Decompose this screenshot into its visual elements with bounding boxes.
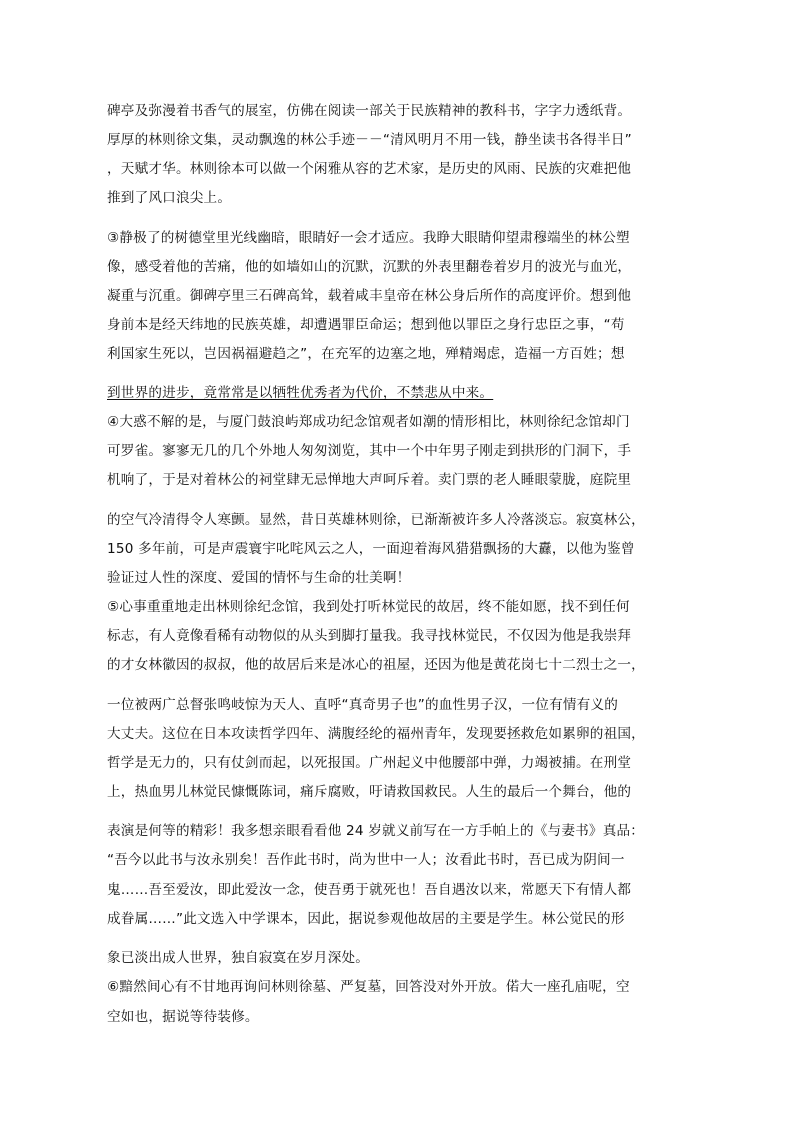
paragraph-4-line: ④大惑不解的是，与厦门鼓浪屿郑成功纪念馆观者如潮的情形相比，林则徐纪念馆却门 — [107, 414, 630, 430]
text-line: 凝重与沉重。御碑亭里三石碑高耸，载着咸丰皇帝在林公身后所作的高度评价。想到他 — [107, 288, 632, 304]
text-line: 的空气冷清得令人寒颤。显然，昔日英雄林则徐，已渐渐被许多人冷落淡忘。寂寞林公， — [107, 512, 645, 528]
quote-line: 成眷属……”此文选入中学课本，因此，据说参观他故居的主要是学生。林公觉民的形 — [107, 911, 625, 927]
text-line: 厚厚的林则徐文集，灵动飘逸的林公手迹－－“清风明月不用一钱，静坐读书各得半日” — [107, 132, 632, 148]
text-line: 可罗雀。寥寥无几的几个外地人匆匆浏览，其中一个中年男子刚走到拱形的门洞下，手 — [107, 443, 632, 459]
text-line: 像，感受着他的苦痛，他的如墙如山的沉默，沉默的外表里翻卷着岁月的波光与血光， — [107, 259, 632, 275]
text-line: 验证过人性的深度、爱国的情怀与生命的壮美啊！ — [107, 570, 411, 586]
text-line: 大丈夫。这位在日本攻读哲学四年、满腹经纶的福州青年，发现要拯救危如累卵的祖国， — [107, 726, 645, 742]
text-line: 机响了，于是对着林公的祠堂肆无忌惮地大声呵斥着。卖门票的老人睡眼蒙胧，庭院里 — [107, 472, 632, 488]
underlined-text-line: 到世界的进步，竟常常是以牺牲优秀者为代价，不禁悲从中来。 — [107, 385, 494, 401]
paragraph-5-line: ⑤心事重重地走出林则徐纪念馆，我到处打听林觉民的故居，终不能如愿，找不到任何 — [107, 599, 630, 615]
paragraph-6-line: ⑥黯然间心有不甘地再询问林则徐墓、严复墓，回答没对外开放。偌大一座孔庙呢，空 — [107, 979, 630, 995]
text-line: 哲学是无力的，只有仗剑而起，以死报国。广州起义中他腰部中弹，力竭被捕。在刑堂 — [107, 755, 632, 771]
text-line: 推到了风口浪尖上。 — [107, 190, 232, 206]
quote-line: “吾今以此书与汝永别矣！吾作此书时，尚为世中一人；汝看此书时，吾已成为阴间一 — [107, 852, 625, 868]
text-line: 表演是何等的精彩！我多想亲眼看看他 24 岁就义前写在一方手帕上的《与妻书》真品： — [107, 823, 645, 839]
quote-line: 鬼……吾至爱汝，即此爱汝一念，使吾勇于就死也！吾自遇汝以来，常愿天下有情人都 — [107, 882, 632, 898]
text-line: 的才女林徽因的叔叔，他的故居后来是冰心的祖屋，还因为他是黄花岗七十二烈士之一， — [107, 657, 645, 673]
text-line: 150 多年前，可是声震寰宇叱咤风云之人，一面迎着海风猎猎飘扬的大纛，以他为鉴曾 — [107, 541, 635, 557]
text-line: 身前本是经天纬地的民族英雄，却遭遇罪臣命运；想到他以罪臣之身行忠臣之事，“苟 — [107, 317, 625, 333]
text-line: 利国家生死以，岂因祸福避趋之”，在充军的边塞之地，殚精竭虑，造福一方百姓；想 — [107, 346, 625, 362]
text-line: 上，热血男儿林觉民慷慨陈词，痛斥腐败，吁请救国救民。人生的最后一个舞台，他的 — [107, 784, 632, 800]
text-line: 象已淡出成人世界，独自寂寞在岁月深处。 — [107, 950, 370, 966]
text-line: 一位被两广总督张鸣岐惊为天人、直呼“真奇男子也”的血性男子汉，一位有情有义的 — [107, 697, 619, 713]
text-line: ，天赋才华。林则徐本可以做一个闲雅从容的艺术家，是历史的风雨、民族的灾难把他 — [107, 161, 632, 177]
text-line: 标志，有人竟像看稀有动物似的从头到脚打量我。我寻找林觉民，不仅因为他是我崇拜 — [107, 628, 632, 644]
text-line: 碑亭及弥漫着书香气的展室，仿佛在阅读一部关于民族精神的教科书，字字力透纸背。 — [107, 103, 632, 119]
text-line: 空如也，据说等待装修。 — [107, 1009, 259, 1025]
paragraph-3-line: ③静极了的树德堂里光线幽暗，眼睛好一会才适应。我睁大眼睛仰望肃穆端坐的林公塑 — [107, 230, 630, 246]
